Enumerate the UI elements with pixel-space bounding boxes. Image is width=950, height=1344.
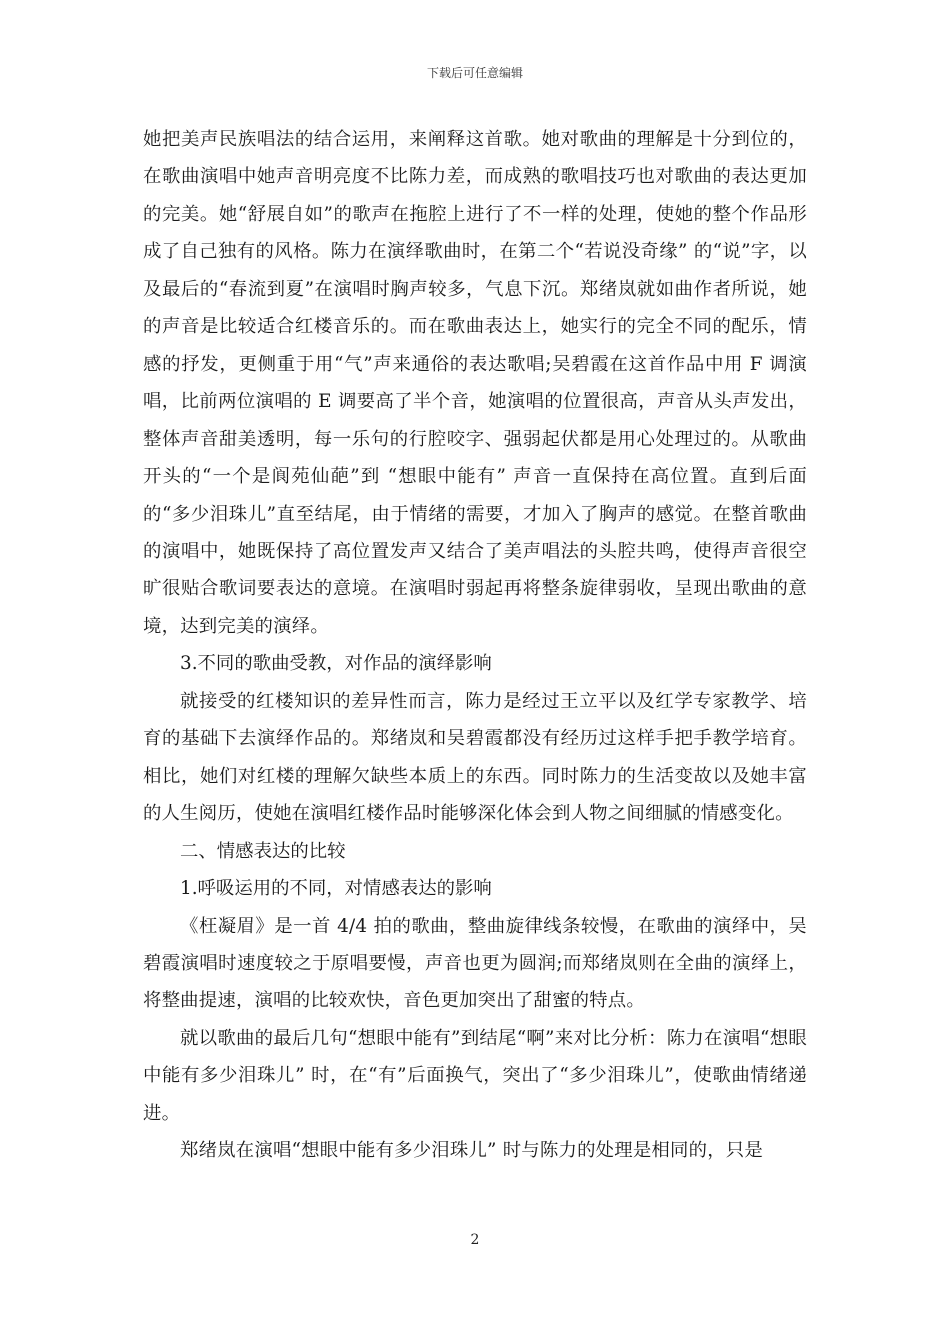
paragraph-ending-analysis: 就以歌曲的最后几句“想眼中能有”到结尾“啊”来对比分析：陈力在演唱“想眼中能有多少泪珠儿” 时，在“有”后面换气，突出了“多少泪珠儿”，使歌曲情绪递进。	[143, 1027, 807, 1124]
paragraph-vocal-analysis: 她把美声民族唱法的结合运用，来阐释这首歌。她对歌曲的理解是十分到位的，在歌曲演唱中她声音明亮度不比陈力差，而成熟的歌唱技巧也对歌曲的表达更加的完美。她“舒展自如”的歌声在拖腔上进行了不一样的处理，使她的整个作品形成了自己独有的风格。陈力在演绎歌曲时，在第二个“若说没奇缘” 的“说”字，以及最后的“春流到夏”在演唱时胸声较多，气息下沉。郑绪岚就如曲作者所说，她的声音是比较适合红楼音乐的。而在歌曲表达上，她实行的完全不同的配乐，情感的抒发，更侧重于用“气”声来通俗的表达歌唱;吴碧霞在这首作品中用 F 调演唱，比前两位演唱的 E 调要高了半个音，她演唱的位置很高，声音从头声发出，整体声音甜美透明，每一乐句的行腔咬字、强弱起伏都是用心处理过的。从歌曲开头的“一个是阆苑仙葩”到 “想眼中能有” 声音一直保持在高位置。直到后面的“多少泪珠儿”直至结尾，由于情绪的需要，才加入了胸声的感觉。在整首歌曲的演唱中，她既保持了高位置发声又结合了美声唱法的头腔共鸣，使得声音很空旷很贴合歌词要表达的意境。在演唱时弱起再将整条旋律弱收，呈现出歌曲的意境，达到完美的演绎。	[143, 129, 807, 637]
document-body	[143, 121, 807, 1170]
paragraph-teaching-influence: 就接受的红楼知识的差异性而言，陈力是经过王立平以及红学专家教学、培育的基础下去演绎作品的。郑绪岚和吴碧霞都没有经历过这样手把手教学培育。相比，她们对红楼的理解欠缺些本质上的东西。同时陈力的生活变故以及她丰富的人生阅历，使她在演唱红楼作品时能够深化体会到人物之间细腻的情感变化。	[143, 690, 807, 825]
paragraph-tempo-comparison: 《枉凝眉》是一首 4/4 拍的歌曲，整曲旋律线条较慢，在歌曲的演绎中，吴碧霞演唱时速度较之于原唱要慢，声音也更为圆润;而郑绪岚则在全曲的演绎上，将整曲提速，演唱的比较欢快，音色更加突出了甜蜜的特点。	[143, 915, 807, 1012]
paragraph-zheng-processing: 郑绪岚在演唱“想眼中能有多少泪珠儿” 时与陈力的处理是相同的，只是	[180, 1140, 763, 1162]
section-heading-emotion-comparison: 二、情感表达的比较	[180, 840, 346, 862]
subheading-breathing: 1.呼吸运用的不同，对情感表达的影响	[180, 878, 492, 900]
subheading-song-teaching: 3.不同的歌曲受教，对作品的演绎影响	[180, 653, 492, 675]
page-header: 下载后可任意编辑	[426, 66, 523, 80]
page-number: 2	[470, 1232, 480, 1248]
